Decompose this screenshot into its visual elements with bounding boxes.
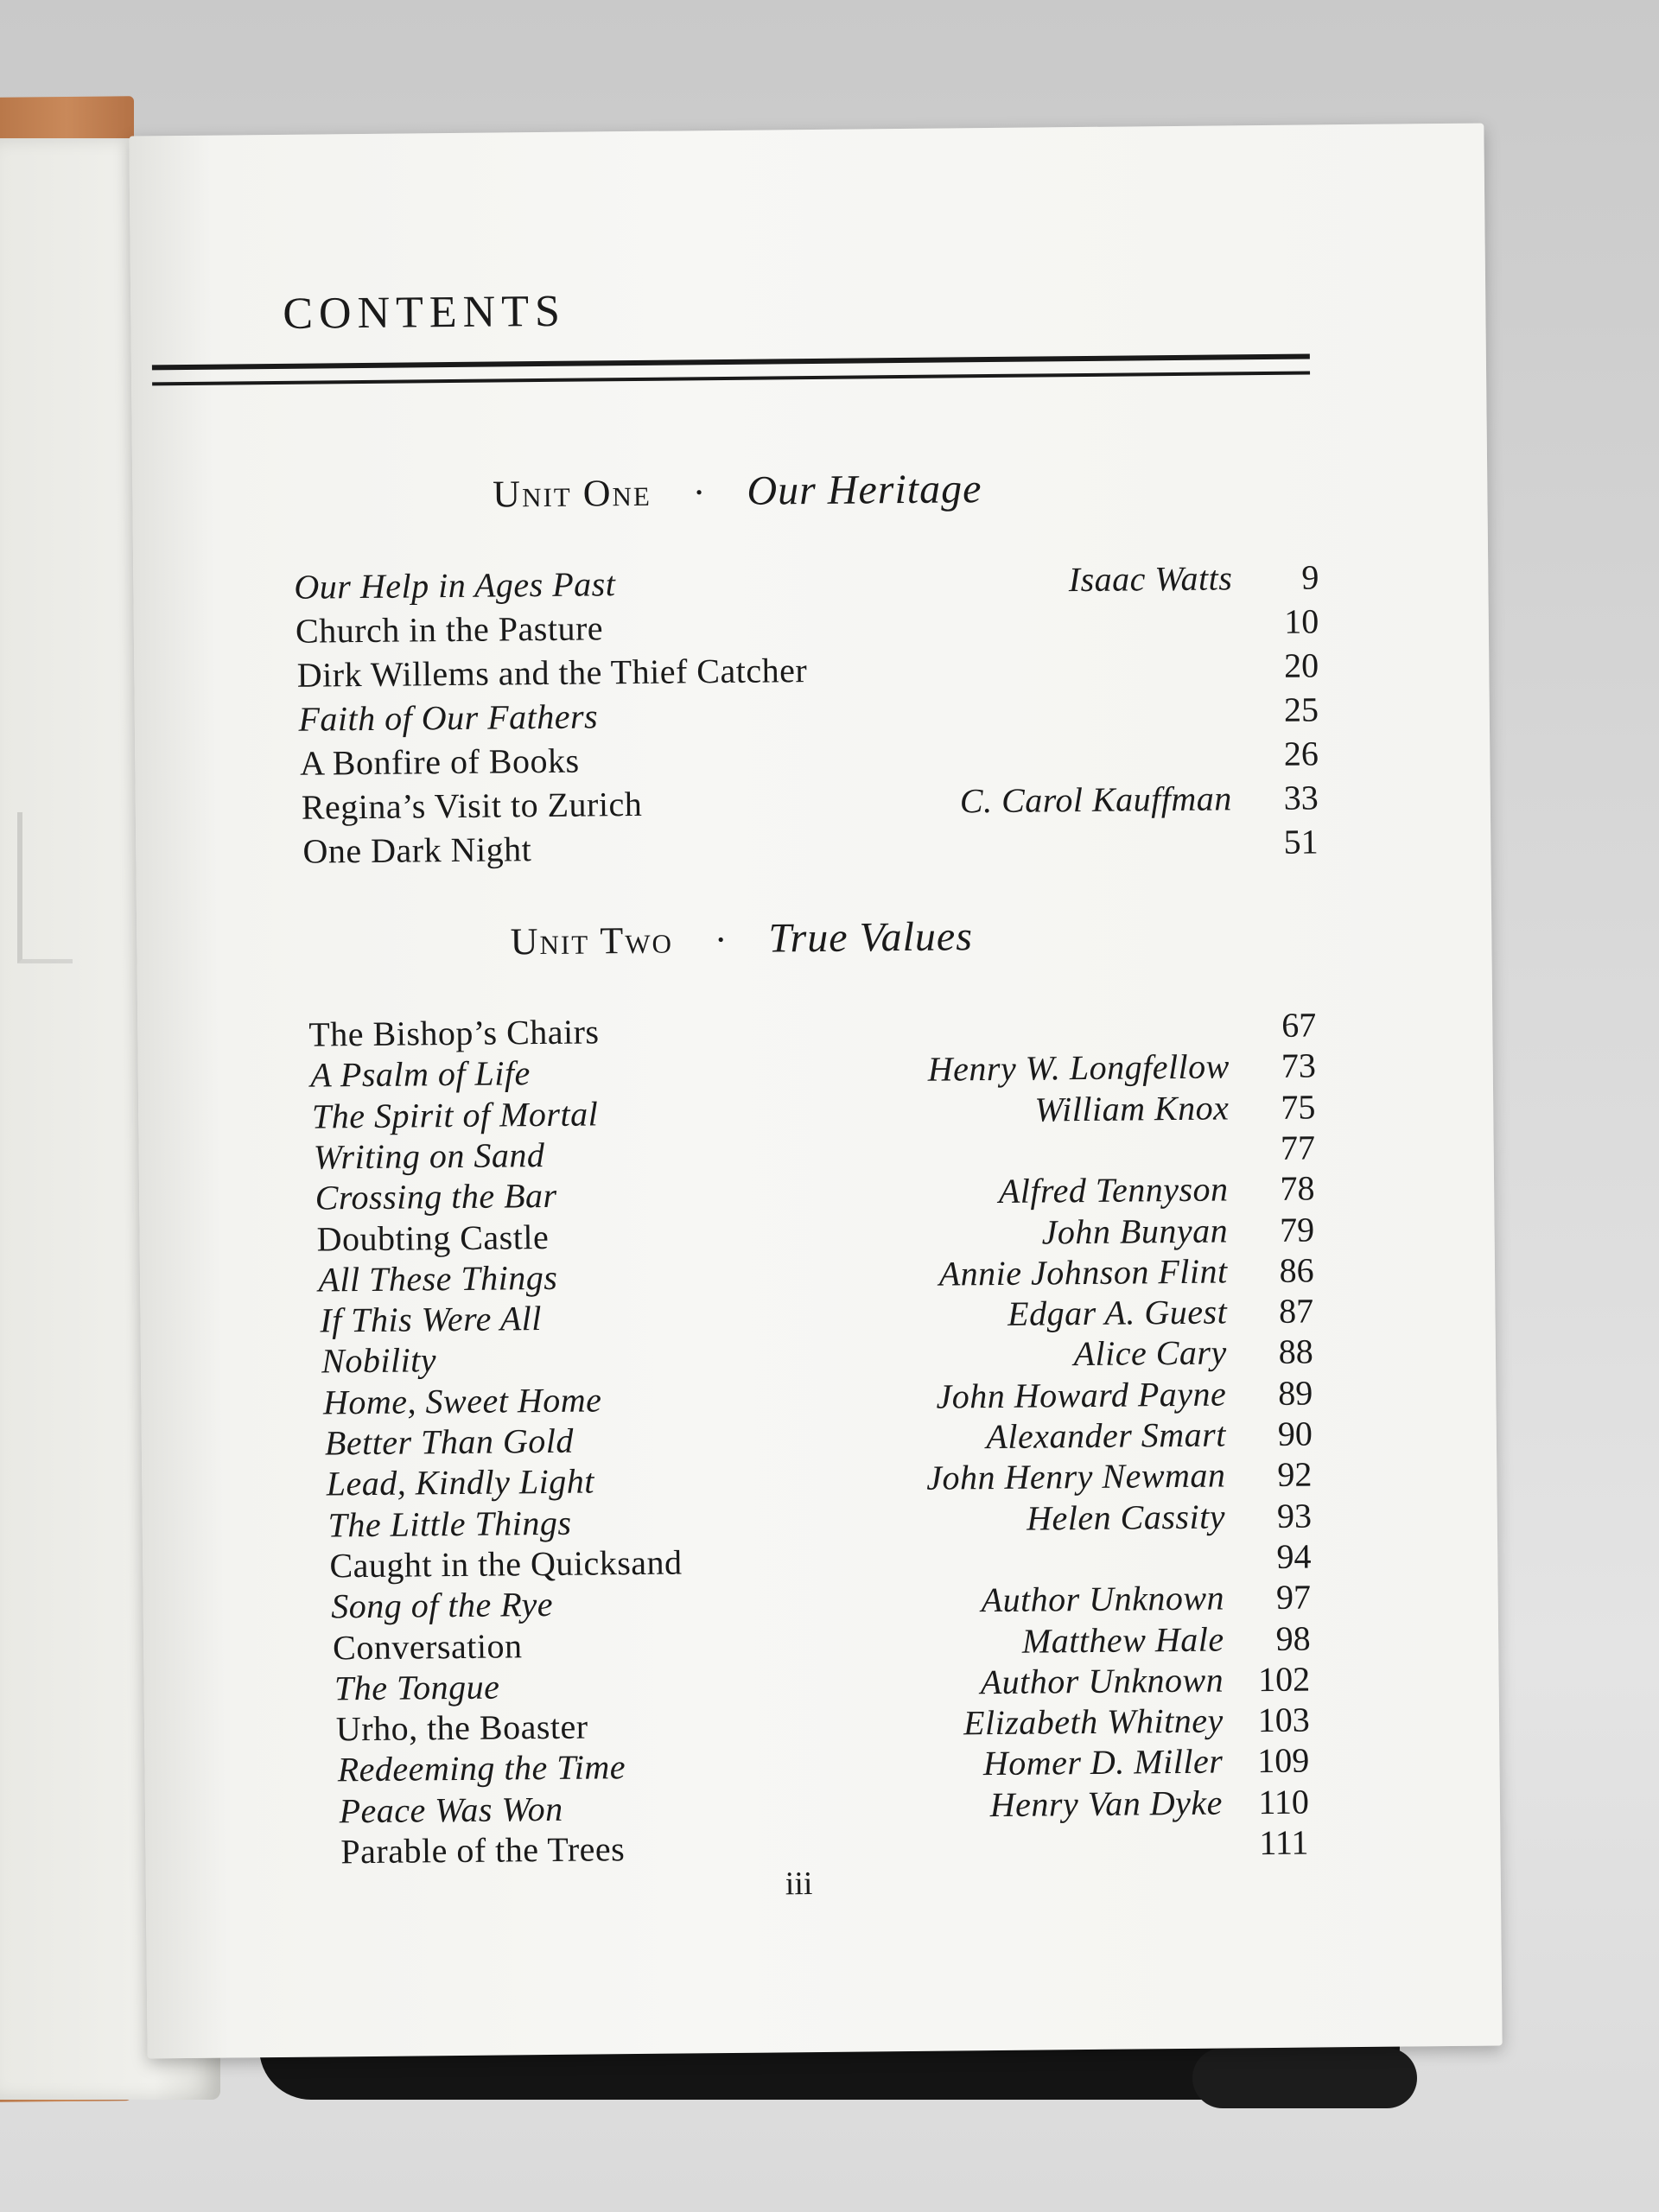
entry-author: Henry Van Dyke <box>989 1783 1224 1824</box>
entry-page-number: 67 <box>1281 1005 1317 1045</box>
entry-page-number: 88 <box>1278 1332 1313 1372</box>
entry-title: Home, Sweet Home <box>322 1380 602 1422</box>
entry-page-number: 98 <box>1275 1618 1311 1658</box>
entry-author: Author Unknown <box>980 1660 1224 1701</box>
contents-page <box>129 124 1502 2059</box>
entry-author: Helen Cassity <box>1026 1497 1226 1538</box>
entry-title: Faith of Our Fathers <box>298 696 599 739</box>
entry-author: Elizabeth Whitney <box>963 1700 1224 1743</box>
entry-title: Song of the Rye <box>331 1585 554 1626</box>
entry-page-number: 97 <box>1275 1577 1312 1618</box>
entry-title: A Psalm of Life <box>309 1053 531 1095</box>
entry-page-number: 73 <box>1281 1046 1317 1086</box>
entry-title: Writing on Sand <box>313 1135 545 1177</box>
entry-page-number: 20 <box>1283 645 1319 685</box>
entry-page-number: 90 <box>1277 1414 1313 1453</box>
entry-page-number: 33 <box>1283 778 1319 817</box>
entry-page-number: 109 <box>1257 1740 1310 1781</box>
entry-page-number: 93 <box>1276 1496 1313 1535</box>
entry-title: Our Help in Ages Past <box>294 564 616 607</box>
unit-two-theme: True Values <box>768 913 974 962</box>
entry-author: William Knox <box>1034 1088 1230 1129</box>
entry-page-number: 26 <box>1283 734 1319 773</box>
entry-page-number: 89 <box>1278 1373 1313 1413</box>
entry-title: If This Were All <box>320 1299 543 1340</box>
entry-title: Doubting Castle <box>316 1217 550 1259</box>
entry-title: Better Than Gold <box>324 1421 575 1463</box>
entry-title: The Bishop’s Chairs <box>308 1012 600 1054</box>
entry-page-number: 51 <box>1283 822 1319 861</box>
entry-page-number: 92 <box>1277 1454 1313 1495</box>
entry-page-number: 103 <box>1257 1700 1310 1740</box>
entry-page-number: 102 <box>1257 1659 1311 1699</box>
entry-author: C. Carol Kauffman <box>959 779 1232 821</box>
book-stand-foot <box>1192 2048 1417 2108</box>
entry-title: Parable of the Trees <box>340 1829 626 1872</box>
entry-page-number: 75 <box>1281 1087 1316 1127</box>
entry-page-number: 87 <box>1278 1291 1314 1331</box>
bleed-through-mark <box>17 812 73 963</box>
entry-title: Caught in the Quicksand <box>329 1542 683 1586</box>
entry-title: All These Things <box>318 1257 558 1300</box>
entry-title: A Bonfire of Books <box>299 741 580 783</box>
entry-page-number: 78 <box>1280 1168 1315 1209</box>
entry-title: Dirk Willems and the Thief Catcher <box>296 651 808 695</box>
entry-title: Lead, Kindly Light <box>326 1461 595 1503</box>
entry-author: Alfred Tennyson <box>998 1169 1229 1211</box>
entry-title: Regina’s Visit to Zurich <box>301 784 643 827</box>
entry-author: Isaac Watts <box>1068 558 1233 600</box>
entry-author: Author Unknown <box>981 1578 1225 1620</box>
entry-title: Nobility <box>321 1340 437 1381</box>
entry-page-number: 79 <box>1279 1209 1315 1249</box>
entry-page-number: 9 <box>1301 557 1319 597</box>
entry-author: Edgar A. Guest <box>1007 1292 1228 1333</box>
entry-author: John Bunyan <box>1041 1210 1229 1251</box>
entry-author: Homer D. Miller <box>982 1741 1224 1783</box>
entry-author: Alexander Smart <box>986 1414 1227 1457</box>
entry-page-number: 94 <box>1276 1536 1312 1576</box>
entry-title: Redeeming the Time <box>337 1747 626 1789</box>
folio: iii <box>785 1866 813 1903</box>
entry-author: Annie Johnson Flint <box>938 1251 1228 1294</box>
unit-two-header <box>137 909 1346 968</box>
unit-two-label: Unit Two <box>510 918 674 963</box>
heading-rule <box>152 353 1310 385</box>
entry-author: John Howard Payne <box>936 1374 1227 1416</box>
entry-page-number: 110 <box>1258 1782 1310 1821</box>
entry-author: John Henry Newman <box>925 1455 1226 1498</box>
entry-page-number: 25 <box>1283 690 1319 729</box>
contents-heading: CONTENTS <box>283 286 567 339</box>
entry-title: The Tongue <box>334 1667 500 1708</box>
entry-page-number: 10 <box>1284 601 1319 641</box>
entry-author: Matthew Hale <box>1021 1618 1224 1661</box>
entry-title: Peace Was Won <box>339 1789 563 1831</box>
entry-title: One Dark Night <box>302 830 532 871</box>
unit-one-theme: Our Heritage <box>747 466 982 514</box>
entry-title: Conversation <box>332 1625 523 1667</box>
entry-author: Alice Cary <box>1073 1332 1227 1374</box>
entry-page-number: 111 <box>1259 1822 1309 1863</box>
entry-title: Urho, the Boaster <box>335 1707 588 1749</box>
entry-title: The Little Things <box>327 1503 572 1545</box>
entry-title: Crossing the Bar <box>315 1176 557 1217</box>
unit-two-separator: · <box>714 918 728 962</box>
unit-one-header <box>132 461 1342 520</box>
entry-page-number: 77 <box>1280 1128 1316 1167</box>
unit-one-label: Unit One <box>493 471 652 516</box>
unit-one-separator: · <box>692 471 706 514</box>
entry-author: Henry W. Longfellow <box>927 1046 1230 1090</box>
entry-page-number: 86 <box>1279 1250 1314 1290</box>
entry-title: Church in the Pasture <box>295 608 604 651</box>
entry-title: The Spirit of Mortal <box>311 1094 599 1136</box>
